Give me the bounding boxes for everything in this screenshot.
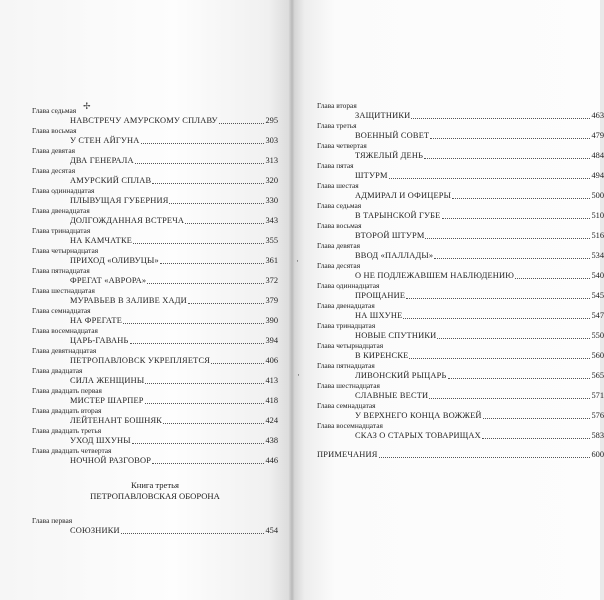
toc-entry-row (317, 250, 604, 261)
toc-entry-title: ЗАЩИТНИКИ (355, 111, 411, 120)
toc-leader-dots (448, 378, 591, 379)
toc-entry[interactable] (317, 401, 604, 421)
toc-leader-dots (437, 338, 590, 339)
toc-entry-title: В КИРЕНСКЕ (355, 351, 409, 360)
toc-entry-row (32, 335, 278, 346)
toc-leader-dots (424, 158, 590, 159)
toc-entry[interactable] (317, 421, 604, 441)
toc-chapter-label: Глава шестая (317, 181, 359, 190)
toc-entry-row (317, 310, 604, 321)
toc-entry-title: МИСТЕР ШАРПЕР (70, 396, 144, 405)
toc-leader-dots (160, 263, 265, 264)
toc-entry-row (32, 455, 278, 466)
toc-chapter-label: Глава четырнадцатая (32, 246, 99, 255)
toc-entry-page: 406 (265, 356, 278, 365)
toc-entry[interactable] (317, 261, 604, 281)
toc-chapter-label: Глава седьмая (317, 201, 362, 210)
toc-entry[interactable] (32, 226, 278, 246)
toc-chapter-label: Глава тринадцатая (317, 321, 376, 330)
toc-entry-row (317, 170, 604, 181)
toc-entry-page: 320 (265, 176, 278, 185)
toc-chapter-label: Глава десятая (317, 261, 361, 270)
toc-leader-dots (483, 418, 591, 419)
toc-entry-title: ДОЛГОЖДАННАЯ ВСТРЕЧА (70, 216, 185, 225)
toc-chapter-label: Глава восьмая (317, 221, 362, 230)
left-toc-column (32, 106, 278, 536)
toc-entry-title: АМУРСКИЙ СПЛАВ (70, 176, 152, 185)
toc-entry[interactable] (32, 516, 278, 536)
toc-entry-title: ШТУРМ (355, 171, 388, 180)
toc-entry-row (32, 295, 278, 306)
toc-entry-title: ПРИХОД «ОЛИВУЦЫ» (70, 256, 159, 265)
toc-entry-title: СИЛА ЖЕНЩИНЫ (70, 376, 145, 385)
toc-chapter-label: Глава двадцать первая (32, 386, 102, 395)
toc-leader-dots (133, 243, 264, 244)
toc-entry-row (317, 270, 604, 281)
toc-chapter-label: Глава одиннадцатая (32, 186, 95, 195)
toc-entry[interactable] (32, 386, 278, 406)
toc-leader-dots (135, 163, 265, 164)
toc-entry-title: ЛЕЙТЕНАНТ БОШНЯК (70, 416, 163, 425)
toc-entry-row (32, 175, 278, 186)
toc-entry-row (32, 215, 278, 226)
toc-entry[interactable] (317, 221, 604, 241)
toc-leader-dots (515, 278, 590, 279)
toc-entry-page: 540 (591, 271, 604, 280)
toc-leader-dots (219, 123, 265, 124)
toc-entry-appendix[interactable] (317, 449, 604, 460)
toc-leader-dots (185, 223, 264, 224)
toc-entry-row (317, 410, 604, 421)
toc-leader-dots (121, 533, 265, 534)
toc-entry-page: 576 (591, 411, 604, 420)
toc-leader-dots (430, 138, 590, 139)
toc-chapter-label: Глава семнадцатая (317, 401, 376, 410)
toc-leader-dots (145, 383, 264, 384)
toc-entry-page: 571 (591, 391, 604, 400)
toc-entry-page: 484 (591, 151, 604, 160)
toc-entry-row (32, 315, 278, 326)
toc-entry-title: СОЮЗНИКИ (70, 526, 120, 535)
toc-entry[interactable] (317, 121, 604, 141)
toc-chapter-label: Глава девятнадцатая (32, 346, 97, 355)
toc-entry-page: 343 (265, 216, 278, 225)
toc-chapter-label: Глава девятая (32, 146, 76, 155)
toc-leader-dots (403, 318, 590, 319)
toc-chapter-label: Глава двадцатая (32, 366, 83, 375)
toc-chapter-label: Глава шестнадцатая (32, 286, 95, 295)
toc-leader-dots (425, 238, 590, 239)
toc-chapter-label: Глава шестнадцатая (317, 381, 380, 390)
toc-entry-title: ПРОЩАНИЕ (355, 291, 406, 300)
toc-entry-row (317, 150, 604, 161)
toc-entry[interactable] (32, 266, 278, 286)
toc-leader-dots (141, 143, 265, 144)
toc-entry[interactable] (317, 341, 604, 361)
toc-leader-dots (389, 178, 591, 179)
toc-leader-dots (434, 258, 590, 259)
toc-leader-dots (429, 398, 590, 399)
toc-entry-page: 560 (591, 351, 604, 360)
pencil-mark-icon: ✢ (83, 101, 91, 111)
toc-entry-row (317, 110, 604, 121)
toc-entry[interactable] (32, 286, 278, 306)
toc-chapter-label: Глава двадцать четвертая (32, 446, 112, 455)
toc-entry-row (317, 390, 604, 401)
toc-entry-page: 550 (591, 331, 604, 340)
toc-entry-title: О НЕ ПОДЛЕЖАВШЕМ НАБЛЮДЕНИЮ (355, 271, 515, 280)
toc-leader-dots (188, 303, 265, 304)
toc-chapter-label: Глава семнадцатая (32, 306, 91, 315)
toc-entry-row (32, 135, 278, 146)
toc-entry[interactable] (32, 106, 278, 126)
toc-entry-page: 379 (265, 296, 278, 305)
toc-entry-title: НОЧНОЙ РАЗГОВОР (70, 456, 152, 465)
toc-entry[interactable] (317, 241, 604, 261)
toc-entry-title: НА ФРЕГАТЕ (70, 316, 123, 325)
toc-entry-title: ВОЕННЫЙ СОВЕТ (355, 131, 430, 140)
part-number: Книга третья (130, 480, 180, 490)
toc-entry-page: 534 (591, 251, 604, 260)
toc-leader-dots (406, 298, 590, 299)
toc-leader-dots (130, 343, 265, 344)
toc-entry-row (317, 130, 604, 141)
toc-entry-page: 565 (591, 371, 604, 380)
toc-entry-page: 494 (591, 171, 604, 180)
toc-chapter-label: Глава четвертая (317, 141, 367, 150)
toc-entry-row (317, 190, 604, 201)
toc-entry-row (32, 195, 278, 206)
right-toc-column (317, 101, 604, 460)
toc-entry-row (32, 375, 278, 386)
toc-entry[interactable] (317, 361, 604, 381)
toc-entry-title: ПЛЫВУЩАЯ ГУБЕРНИЯ (70, 196, 169, 205)
toc-entry-title: У ВЕРХНЕГО КОНЦА ВОЖЖЕЙ (355, 411, 482, 420)
toc-entry[interactable] (32, 246, 278, 266)
left-toc-list (32, 106, 278, 466)
toc-entry-page: 500 (591, 191, 604, 200)
part-heading (32, 480, 278, 502)
toc-chapter-label: Глава пятнадцатая (317, 361, 375, 370)
toc-entry[interactable] (317, 141, 604, 161)
toc-entry[interactable] (32, 166, 278, 186)
toc-entry-page: 463 (591, 111, 604, 120)
toc-entry-page: 446 (265, 456, 278, 465)
toc-chapter-label: Глава вторая (317, 101, 357, 110)
toc-entry-page: 361 (265, 256, 278, 265)
right-toc-list (317, 101, 604, 441)
toc-chapter-label: Глава пятая (317, 161, 354, 170)
toc-leader-dots (211, 363, 264, 364)
toc-entry[interactable] (32, 326, 278, 346)
toc-entry-row (32, 435, 278, 446)
toc-entry-title: МУРАВЬЕВ В ЗАЛИВЕ ХАДИ (70, 296, 187, 305)
toc-entry-title: НОВЫЕ СПУТНИКИ (355, 331, 437, 340)
toc-leader-dots (169, 203, 264, 204)
toc-entry-page: 545 (591, 291, 604, 300)
toc-entry-row (317, 230, 604, 241)
toc-entry-page: 313 (265, 156, 278, 165)
toc-entry[interactable] (32, 446, 278, 466)
toc-entry-title: НА ШХУНЕ (355, 311, 403, 320)
toc-entry-page: 454 (265, 526, 278, 535)
toc-chapter-label: Глава двенадцатая (317, 301, 375, 310)
toc-chapter-label: Глава первая (32, 516, 73, 525)
toc-entry-title: ФРЕГАТ «АВРОРА» (70, 276, 147, 285)
toc-entry-title: ВТОРОЙ ШТУРМ (355, 231, 425, 240)
toc-leader-dots (482, 438, 591, 439)
toc-chapter-label: Глава четырнадцатая (317, 341, 384, 350)
toc-entry[interactable] (32, 426, 278, 446)
toc-entry-row (317, 430, 604, 441)
toc-entry-page: 303 (265, 136, 278, 145)
toc-entry[interactable] (317, 201, 604, 221)
toc-entry[interactable] (32, 406, 278, 426)
pencil-mark-icon: · (296, 256, 299, 266)
toc-chapter-label: Глава восьмая (32, 126, 77, 135)
toc-entry[interactable] (317, 161, 604, 181)
toc-entry-page: 510 (591, 211, 604, 220)
toc-chapter-label: Глава седьмая (32, 106, 77, 115)
toc-chapter-label: Глава десятая (32, 166, 76, 175)
toc-leader-dots (145, 403, 265, 404)
toc-entry[interactable] (317, 321, 604, 341)
toc-entry-row (32, 415, 278, 426)
toc-entry-title: СЛАВНЫЕ ВЕСТИ (355, 391, 429, 400)
toc-entry-page: 330 (265, 196, 278, 205)
toc-entry[interactable] (32, 306, 278, 326)
toc-entry-page: 583 (591, 431, 604, 440)
toc-chapter-label: Глава двадцать третья (32, 426, 102, 435)
toc-entry-page: 355 (265, 236, 278, 245)
toc-entry-row (317, 370, 604, 381)
toc-entry-title: СКАЗ О СТАРЫХ ТОВАРИЩАХ (355, 431, 481, 440)
toc-leader-dots (163, 423, 264, 424)
toc-leader-dots (409, 358, 590, 359)
toc-chapter-label: Глава пятнадцатая (32, 266, 90, 275)
toc-entry-title: АДМИРАЛ И ОФИЦЕРЫ (355, 191, 452, 200)
part-toc-list (32, 516, 278, 536)
toc-entry-title: НАВСТРЕЧУ АМУРСКОМУ СПЛАВУ (70, 116, 218, 125)
toc-entry[interactable] (32, 126, 278, 146)
toc-entry-row (32, 155, 278, 166)
toc-leader-dots (442, 218, 591, 219)
toc-entry-row (32, 115, 278, 126)
toc-entry-page: 424 (265, 416, 278, 425)
toc-entry[interactable] (32, 206, 278, 226)
toc-entry-page: 438 (265, 436, 278, 445)
toc-entry-page: 418 (265, 396, 278, 405)
toc-leader-dots (411, 118, 590, 119)
toc-entry-title: ПРИМЕЧАНИЯ (317, 450, 378, 459)
book-gutter (289, 0, 295, 600)
toc-entry[interactable] (32, 186, 278, 206)
toc-entry-row (32, 355, 278, 366)
toc-entry-page: 413 (265, 376, 278, 385)
toc-chapter-label: Глава восемнадцатая (317, 421, 383, 430)
toc-entry-row (32, 235, 278, 246)
toc-entry-page: 516 (591, 231, 604, 240)
toc-entry-page: 295 (265, 116, 278, 125)
toc-entry-row (32, 395, 278, 406)
toc-entry-title: ЦАРЬ-ГАВАНЬ (70, 336, 129, 345)
toc-entry-row (32, 275, 278, 286)
toc-entry-row (317, 210, 604, 221)
toc-entry-title: ДВА ГЕНЕРАЛА (70, 156, 134, 165)
toc-entry-page: 394 (265, 336, 278, 345)
toc-entry[interactable] (317, 281, 604, 301)
toc-chapter-label: Глава девятая (317, 241, 361, 250)
toc-entry-title: УХОД ШХУНЫ (70, 436, 131, 445)
toc-entry-title: В ТАРЫНСКОЙ ГУБЕ (355, 211, 441, 220)
toc-entry-row (317, 330, 604, 341)
toc-leader-dots (152, 183, 264, 184)
toc-entry[interactable] (32, 146, 278, 166)
toc-entry-page: 600 (591, 450, 604, 459)
toc-chapter-label: Глава тринадцатая (32, 226, 91, 235)
toc-entry-page: 547 (591, 311, 604, 320)
toc-entry-page: 479 (591, 131, 604, 140)
toc-entry-row (317, 290, 604, 301)
toc-leader-dots (152, 463, 264, 464)
toc-entry[interactable] (317, 101, 604, 121)
toc-entry-page: 372 (265, 276, 278, 285)
toc-leader-dots (132, 443, 265, 444)
toc-chapter-label: Глава третья (317, 121, 357, 130)
toc-chapter-label: Глава двадцать вторая (32, 406, 102, 415)
toc-entry-row (32, 255, 278, 266)
toc-entry-row (317, 350, 604, 361)
toc-entry-title: НА КАМЧАТКЕ (70, 236, 133, 245)
pencil-mark-icon: · (297, 370, 300, 380)
toc-entry-title: У СТЕН АЙГУНА (70, 136, 140, 145)
toc-chapter-label: Глава двенадцатая (32, 206, 90, 215)
toc-entry[interactable] (317, 301, 604, 321)
part-title: ПЕТРОПАВЛОВСКАЯ ОБОРОНА (90, 491, 220, 501)
toc-leader-dots (379, 457, 591, 458)
toc-entry-title: ЛИВОНСКИЙ РЫЦАРЬ (355, 371, 447, 380)
toc-chapter-label: Глава одиннадцатая (317, 281, 380, 290)
toc-entry-title: ПЕТРОПАВЛОВСК УКРЕПЛЯЕТСЯ (70, 356, 211, 365)
toc-entry-title: ТЯЖЕЛЫЙ ДЕНЬ (355, 151, 424, 160)
toc-entry[interactable] (32, 346, 278, 366)
toc-entry[interactable] (317, 181, 604, 201)
toc-entry-title: ВВОД «ПАЛЛАДЫ» (355, 251, 434, 260)
toc-leader-dots (147, 283, 264, 284)
toc-entry[interactable] (317, 381, 604, 401)
toc-leader-dots (123, 323, 264, 324)
toc-entry-row (32, 525, 278, 536)
toc-leader-dots (452, 198, 590, 199)
toc-entry-page: 390 (265, 316, 278, 325)
toc-entry[interactable] (32, 366, 278, 386)
toc-chapter-label: Глава восемнадцатая (32, 326, 98, 335)
